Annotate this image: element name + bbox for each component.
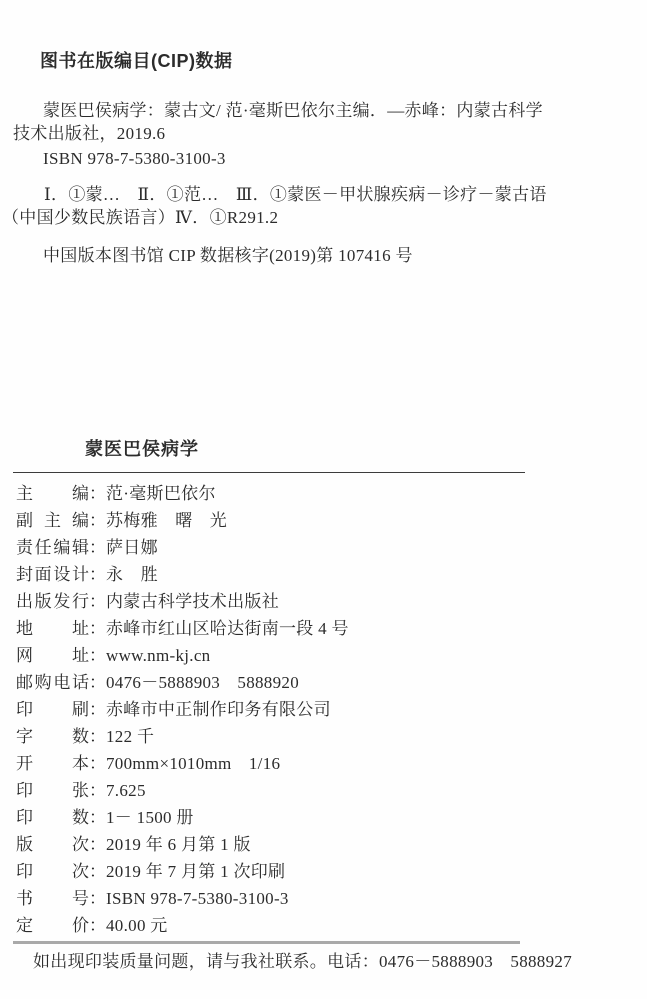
colophon-row-colon: ： — [89, 808, 106, 827]
colophon-row-value: 永 胜 — [106, 565, 158, 584]
colophon-row-label: 网 址 — [16, 646, 89, 665]
colophon-row-label: 出 版 发 行 — [16, 592, 89, 611]
colophon-row-value: www.nm-kj.cn — [106, 646, 211, 665]
colophon-row-label: 定 价 — [16, 916, 89, 935]
colophon-row-value: 1－ 1500 册 — [106, 808, 194, 827]
cip-title-line-1: 蒙医巴侯病学：蒙古文/ 范·毫斯巴依尔主编．—赤峰：内蒙古科学 — [43, 101, 543, 120]
colophon-row-label: 书 号 — [16, 889, 89, 908]
colophon-row-value: 700mm×1010mm 1/16 — [106, 754, 281, 773]
colophon-row — [0, 750, 647, 777]
colophon-row-colon: ： — [89, 619, 106, 638]
colophon-row-colon: ： — [89, 781, 106, 800]
cip-heading: 图书在版编目(CIP)数据 — [40, 51, 233, 71]
colophon-row-label: 字 数 — [16, 727, 89, 746]
colophon-row-colon: ： — [89, 754, 106, 773]
colophon-row-colon: ： — [89, 889, 106, 908]
colophon-row-value: 0476－5888903 5888920 — [106, 673, 299, 692]
colophon-row-label: 版 次 — [16, 835, 89, 854]
cip-title-line-2: 技术出版社，2019.6 — [13, 124, 166, 143]
colophon-row-colon: ： — [89, 673, 106, 692]
colophon-rows — [0, 480, 647, 939]
colophon-row — [0, 696, 647, 723]
colophon-row-label: 印 数 — [16, 808, 89, 827]
colophon-row-colon: ： — [89, 835, 106, 854]
colophon-section — [0, 437, 647, 939]
colophon-row-label: 印 刷 — [16, 700, 89, 719]
colophon-row-value: 7.625 — [106, 781, 146, 800]
colophon-row — [0, 831, 647, 858]
colophon-row-colon: ： — [89, 727, 106, 746]
colophon-row-colon: ： — [89, 916, 106, 935]
colophon-row-value: ISBN 978-7-5380-3100-3 — [106, 889, 289, 908]
colophon-row-label: 开 本 — [16, 754, 89, 773]
colophon-row-label: 印 次 — [16, 862, 89, 881]
colophon-row-label: 封 面 设 计 — [16, 565, 89, 584]
colophon-row — [0, 885, 647, 912]
colophon-row — [0, 615, 647, 642]
colophon-row — [0, 507, 647, 534]
colophon-row — [0, 669, 647, 696]
colophon-row-value: 赤峰市红山区哈达街南一段 4 号 — [106, 619, 349, 638]
cip-classification-line-2: （中国少数民族语言）Ⅳ．①R291.2 — [2, 208, 279, 227]
colophon-row-colon: ： — [89, 646, 106, 665]
colophon-row — [0, 858, 647, 885]
colophon-row-label: 副 主 编 — [16, 511, 89, 530]
colophon-row-colon: ： — [89, 700, 106, 719]
cip-classification-line-1: Ⅰ．①蒙… Ⅱ．①范… Ⅲ．①蒙医－甲状腺疾病－诊疗－蒙古语 — [44, 185, 547, 204]
footer-section — [0, 941, 647, 973]
book-title: 蒙医巴侯病学 — [85, 439, 199, 459]
quality-note: 如出现印装质量问题，请与我社联系。电话：0476－5888903 5888927 — [33, 952, 572, 971]
colophon-row — [0, 777, 647, 804]
colophon-row-value: 范·毫斯巴依尔 — [106, 484, 216, 503]
colophon-row-colon: ： — [89, 511, 106, 530]
colophon-row-label: 邮 购 电 话 — [16, 673, 89, 692]
colophon-row-colon: ： — [89, 565, 106, 584]
colophon-row-value: 苏梅雅 曙 光 — [106, 511, 228, 530]
colophon-row-colon: ： — [89, 592, 106, 611]
colophon-row-colon: ： — [89, 538, 106, 557]
cip-section — [0, 46, 647, 267]
colophon-row — [0, 561, 647, 588]
colophon-row-value: 萨日娜 — [106, 538, 158, 557]
cip-isbn-line: ISBN 978-7-5380-3100-3 — [43, 149, 226, 168]
colophon-row-label: 地 址 — [16, 619, 89, 638]
colophon-row-label: 印 张 — [16, 781, 89, 800]
colophon-row-value: 122 千 — [106, 727, 155, 746]
colophon-row — [0, 912, 647, 939]
colophon-row-label: 责 任 编 辑 — [16, 538, 89, 557]
cip-record-number-line: 中国版本图书馆 CIP 数据核字(2019)第 107416 号 — [43, 246, 413, 265]
colophon-row — [0, 588, 647, 615]
colophon-row-value: 2019 年 7 月第 1 次印刷 — [106, 862, 286, 881]
colophon-row — [0, 804, 647, 831]
title-divider-rule — [13, 472, 525, 473]
colophon-row-label: 主 编 — [16, 484, 89, 503]
colophon-row-colon: ： — [89, 484, 106, 503]
colophon-row-value: 内蒙古科学技术出版社 — [106, 592, 279, 611]
colophon-row-value: 2019 年 6 月第 1 版 — [106, 835, 251, 854]
colophon-row — [0, 642, 647, 669]
colophon-row — [0, 534, 647, 561]
footer-divider-rule — [13, 941, 520, 944]
colophon-row — [0, 480, 647, 507]
colophon-row — [0, 723, 647, 750]
colophon-row-value: 40.00 元 — [106, 916, 168, 935]
colophon-row-value: 赤峰市中正制作印务有限公司 — [106, 700, 331, 719]
colophon-row-colon: ： — [89, 862, 106, 881]
